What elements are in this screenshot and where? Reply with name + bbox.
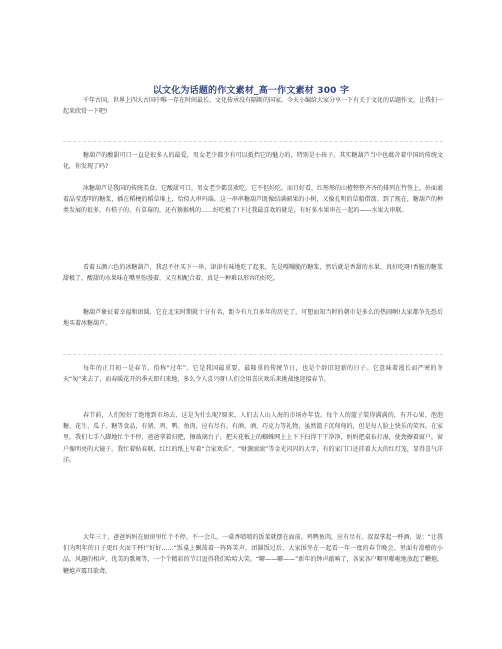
section-divider [63, 354, 443, 355]
body-paragraph: 糖葫芦的酸甜可口一直是很多人的最爱，男女老少都少有可以抵挡它的魅力的，特别是小孩子。其实糖葫芦当中也蕴含着中国的传统文化，你发现了吗? [63, 152, 443, 171]
intro-paragraph: 千年古国，世界上四大古国中唯一存在时间最长、文化传承没有隔断的国家。今天小编给大家分享一下有关于文化的话题作文，让我们一起来欣赏一下吧! [63, 97, 444, 116]
section-divider [63, 141, 443, 142]
body-paragraph: 大年三十，爸爸妈妈在厨房里忙个不停，不一会儿，一桌香喷喷的饭菜就摆在面前。鸡鸭鱼肉，应有尽有。叔叔拿起一杯酒，说：“让我们为明年的日子更红火而干杯!”好好……”饭桌上飘荡着一阵阵笑声，团圆饭过后，大家围坐在一起看一年一度的春节晚会。里面有滑稽的小品，风趣的相声，优美的歌舞等，一个个精彩的节目逗得我们哈哈大笑。“噼——噼——”新年的钟声敲响了，各家各户噼里啪啦地放起了鞭炮，鞭炮声震耳欲聋。 [63, 534, 443, 575]
body-paragraph: 春节前，人们短好了绝地到市场去，这是为什么呢?原来，人们去人山人海的市场办年货。每个人的篮子装得满满的，有开心果、泡泡糖、花生、瓜子、糖等食品，有猪、鸡、鸭、鱼肉，应有尽有。有酒、酒、巧克力等礼物，虽然篮子沉甸甸的，但是每人脸上快乐的笑容。在家里，我们七手八脚地忙个不停，爸爸拿着扫把，擦玻璃台子，把天花板上的蜘蛛网上上下下扫得干干净净，妈妈把桌布打湿，使劲擦着窗户，窗户像明亮的大镜子。我忙着贴春联，红红的纸上写着“合家欢乐”、“财源滚滚”等金光闪闪的大字，有的家门口还挂着大大的红灯笼，显得喜气洋洋。 [63, 412, 443, 464]
document-title: 以文化为话题的作文素材_高一作文素材 300 字 [152, 86, 350, 96]
body-paragraph: 看着五颜六色的冰糖葫芦，我忍不住买下一串，津津有味地吃了起来，先是嘎嘣脆的糖浆，然后就是香甜的水果，真好吃呀!香脆的糖浆甜极了，酸甜的水果味在嘴里弥漫着，又互相配合着，真是一种难以形容的好吃。 [63, 264, 443, 283]
body-paragraph: 糖葫芦象征着幸福和团圆，它在北宋时期就十分有名，距今有九百多年的历史了，可想而知当时的朝市是多么的热闹啊!大家都争先恐后地买着冰糖葫芦。 [63, 309, 443, 328]
body-paragraph: 冰糖葫芦是我国的传统美食，它酸甜可口，男女老少都喜欢吃。它不但好吃，而且好看，红彤彤的山楂整整齐齐的排列在竹签上，外面裹着晶莹透明的糖浆，插在稻梗的稻草堆上，恰似大串玛瑙。这一串串糖葫芦既像结满硕果的小树，又像孔明的草船借箭。到了现在，糖葫芦的种类发展的很多，有桔子的、有草莓的，还有猕猴桃的……好吃极了!下过我最喜欢的就是，有好多水果串在一起的——水果大串联。 [63, 185, 444, 215]
body-paragraph: 每年的正月初一是春节，俗称“过年”。它是我国最重要、最隆重的传统节日，也是个辞旧迎新的日子。它意味着漫长而严寒的冬天“匆”来去了，而春暖花开的季天即归来地，多么令人喜兴呀!人们会用喜庆欢乐来挑战地迎接春节。 [63, 365, 443, 384]
